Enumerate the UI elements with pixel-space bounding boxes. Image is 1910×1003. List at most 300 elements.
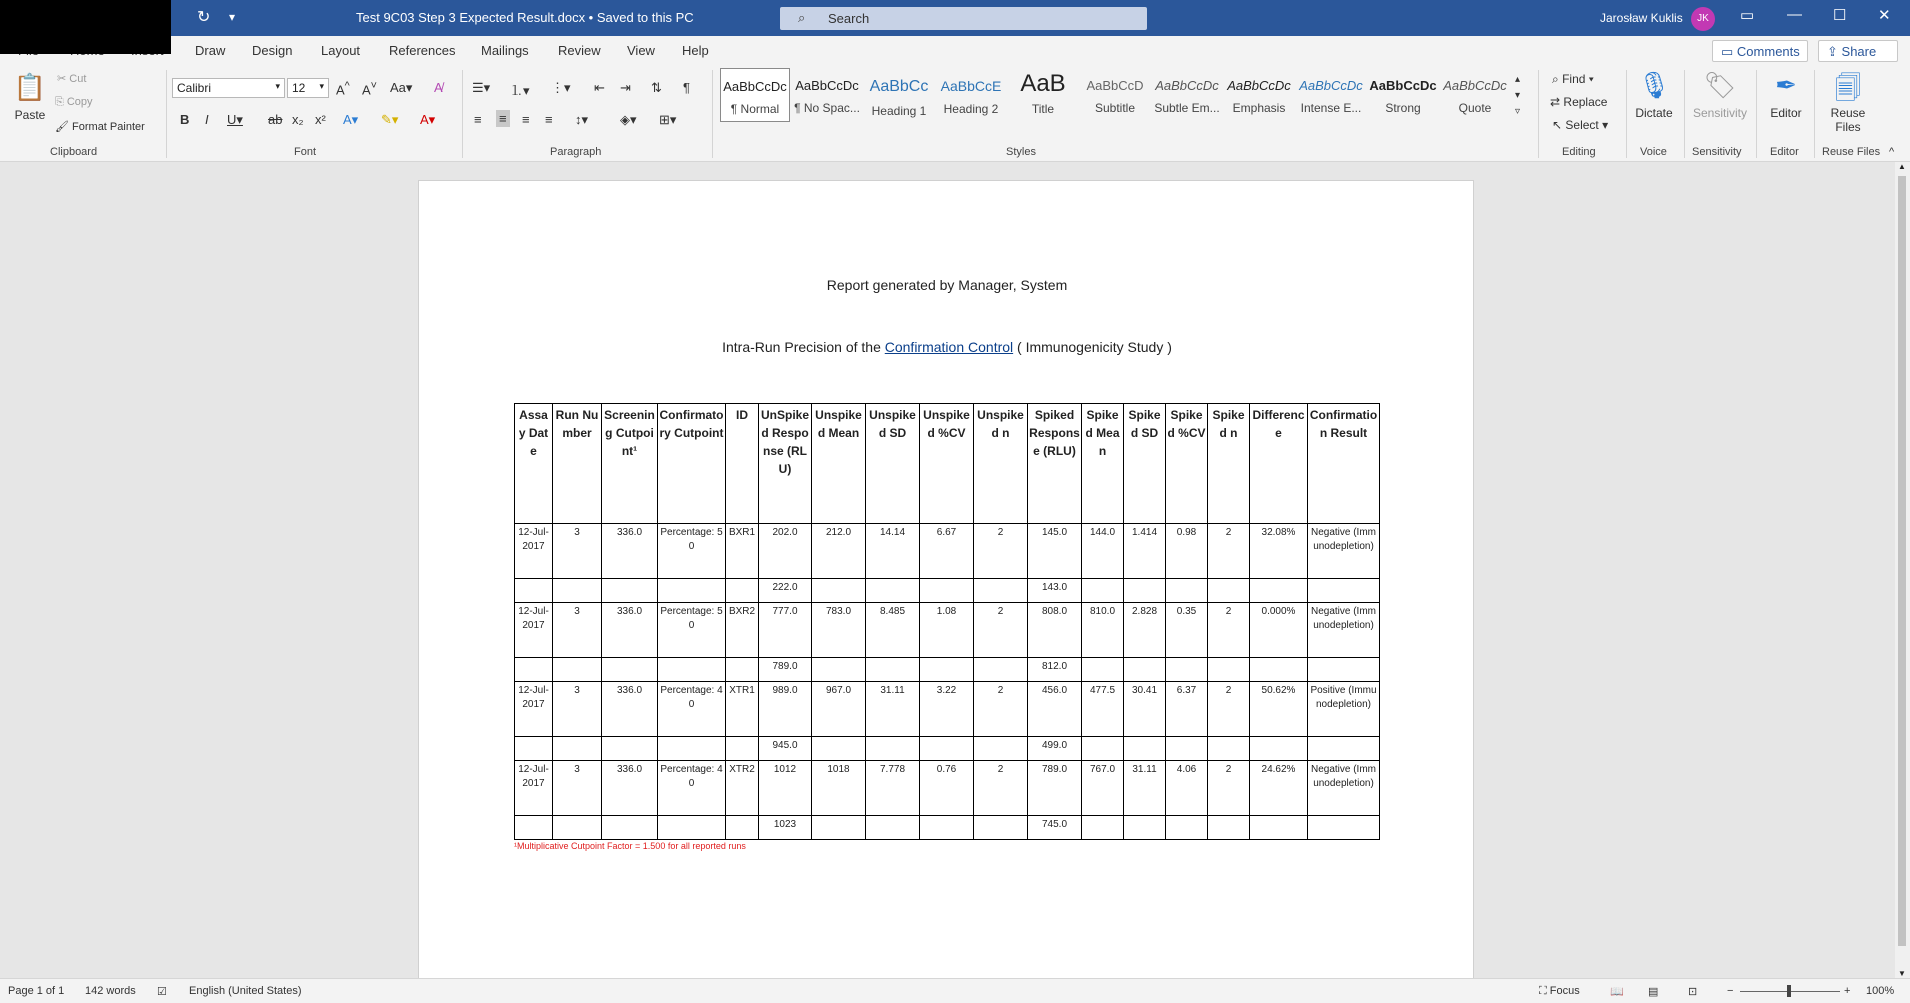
status-bar bbox=[0, 978, 1910, 1003]
style-name: Subtle Em... bbox=[1154, 101, 1220, 115]
strikethrough-icon[interactable]: ab bbox=[268, 112, 283, 127]
copy-label: Copy bbox=[66, 96, 93, 108]
column-header: Confirmation Result bbox=[1308, 404, 1380, 524]
table-cell: XTR2 bbox=[726, 761, 759, 816]
clear-formatting-icon[interactable]: A̸ bbox=[434, 80, 443, 95]
table-cell bbox=[1124, 658, 1166, 682]
table-cell: 1023 bbox=[759, 816, 812, 840]
column-header: Confirmatory Cutpoint bbox=[658, 404, 726, 524]
table-cell: 3 bbox=[553, 682, 602, 737]
share-icon: ⇪ bbox=[1827, 44, 1838, 59]
tab-view[interactable]: View bbox=[627, 43, 655, 58]
separator bbox=[462, 70, 463, 158]
replace-button[interactable] bbox=[1550, 95, 1607, 109]
table-cell: 3.22 bbox=[920, 682, 974, 737]
table-cell bbox=[726, 658, 759, 682]
paste-button[interactable] bbox=[10, 72, 50, 122]
table-cell bbox=[1308, 658, 1380, 682]
menu-bar bbox=[0, 36, 1910, 64]
separator bbox=[1756, 70, 1757, 158]
table-row bbox=[515, 816, 1380, 840]
style-name: Emphasis bbox=[1232, 101, 1286, 115]
table-cell: 456.0 bbox=[1028, 682, 1082, 737]
table-cell bbox=[515, 579, 553, 603]
report-line: Report generated by Manager, System bbox=[826, 277, 1068, 293]
style-sample: AaBbCc bbox=[869, 78, 929, 95]
find-label: Find bbox=[1562, 72, 1586, 86]
focus-icon: ⛶ bbox=[1539, 985, 1547, 997]
table-cell: 222.0 bbox=[759, 579, 812, 603]
table-cell: 12-Jul-2017 bbox=[515, 524, 553, 579]
table-cell: 8.485 bbox=[866, 603, 920, 658]
copy-button[interactable]: ⎘ Copy bbox=[55, 96, 93, 108]
table-cell bbox=[1166, 737, 1208, 761]
table-cell bbox=[812, 816, 866, 840]
table-cell bbox=[866, 579, 920, 603]
table-cell bbox=[974, 579, 1028, 603]
table-cell: 12-Jul-2017 bbox=[515, 603, 553, 658]
report-title bbox=[419, 339, 1475, 355]
table-header-row bbox=[515, 404, 1380, 524]
table-cell bbox=[866, 816, 920, 840]
align-left-icon[interactable]: ≡ bbox=[474, 112, 482, 127]
dictate-button[interactable] bbox=[1630, 70, 1678, 120]
style-name: Strong bbox=[1385, 101, 1421, 115]
table-cell: 32.08% bbox=[1250, 524, 1308, 579]
title-link[interactable]: Confirmation Control bbox=[884, 339, 1014, 355]
table-cell: 145.0 bbox=[1028, 524, 1082, 579]
format-painter-label: Format Painter bbox=[72, 121, 145, 133]
table-cell: 336.0 bbox=[602, 603, 658, 658]
ribbon bbox=[0, 64, 1910, 162]
column-header: Unspiked %CV bbox=[920, 404, 974, 524]
table-cell bbox=[1082, 579, 1124, 603]
style-emphasis[interactable] bbox=[1224, 68, 1294, 122]
bullets-icon[interactable]: ☰▾ bbox=[472, 80, 491, 95]
table-cell: 767.0 bbox=[1082, 761, 1124, 816]
table-cell: 808.0 bbox=[1028, 603, 1082, 658]
precision-table bbox=[514, 403, 1380, 840]
column-header: Spiked Response (RLU) bbox=[1028, 404, 1082, 524]
table-cell: 1.414 bbox=[1124, 524, 1166, 579]
table-row bbox=[515, 524, 1380, 579]
style-sample: AaBbCcDc bbox=[1227, 78, 1291, 93]
customize-toolbar-icon[interactable]: ▾ bbox=[229, 10, 236, 24]
bold-icon[interactable]: B bbox=[180, 112, 190, 127]
table-cell bbox=[1166, 579, 1208, 603]
table-cell: 24.62% bbox=[1250, 761, 1308, 816]
line-spacing-icon[interactable]: ↕▾ bbox=[575, 112, 589, 127]
italic-icon[interactable]: I bbox=[205, 112, 209, 127]
table-cell: 499.0 bbox=[1028, 737, 1082, 761]
table-cell bbox=[1124, 737, 1166, 761]
superscript-icon[interactable]: x² bbox=[315, 112, 326, 127]
style-title[interactable] bbox=[1008, 68, 1078, 122]
table-cell bbox=[553, 658, 602, 682]
align-right-icon[interactable]: ≡ bbox=[522, 112, 530, 127]
column-header: Unspiked Mean bbox=[812, 404, 866, 524]
table-cell bbox=[602, 816, 658, 840]
select-button[interactable]: ↖ Select ▾ bbox=[1552, 118, 1609, 132]
read-mode-icon[interactable]: 📖 bbox=[1610, 986, 1624, 998]
chevron-down-icon: ▾ bbox=[319, 81, 324, 91]
text-effects-icon[interactable]: A▾ bbox=[343, 112, 359, 127]
style-subtle-emphasis[interactable] bbox=[1152, 68, 1222, 122]
table-cell bbox=[515, 816, 553, 840]
focus-label: Focus bbox=[1549, 985, 1580, 997]
table-cell: 336.0 bbox=[602, 761, 658, 816]
footnote: ¹Multiplicative Cutpoint Factor = 1.500 for all reported runs bbox=[514, 841, 746, 851]
scroll-down-icon[interactable]: ▼ bbox=[1898, 969, 1906, 978]
page-count[interactable]: Page 1 of 1 bbox=[8, 985, 65, 997]
title-prefix: Intra-Run Precision of the bbox=[722, 339, 885, 355]
styles-scroll-icon[interactable]: ▴ ▾ ▿ bbox=[1515, 74, 1521, 117]
style-name: Heading 2 bbox=[943, 102, 999, 116]
table-cell: 336.0 bbox=[602, 524, 658, 579]
style-subtitle[interactable] bbox=[1080, 68, 1150, 122]
zoom-level[interactable]: 100% bbox=[1866, 985, 1895, 997]
sensitivity-label: Sensitivity bbox=[1692, 106, 1748, 120]
table-cell: XTR1 bbox=[726, 682, 759, 737]
title-suffix: ( Immunogenicity Study ) bbox=[1013, 339, 1172, 355]
table-cell: 789.0 bbox=[1028, 761, 1082, 816]
editor-label: Editor bbox=[1770, 106, 1802, 120]
table-cell: 2 bbox=[974, 603, 1028, 658]
table-cell: 3 bbox=[553, 524, 602, 579]
column-header: UnSpiked Response (RLU) bbox=[759, 404, 812, 524]
table-cell: Negative (Immunodepletion) bbox=[1308, 524, 1380, 579]
table-cell bbox=[812, 737, 866, 761]
table-cell: 143.0 bbox=[1028, 579, 1082, 603]
redacted-block bbox=[0, 0, 171, 54]
document-page[interactable] bbox=[418, 180, 1474, 980]
table-cell: 14.14 bbox=[866, 524, 920, 579]
table-cell: 789.0 bbox=[759, 658, 812, 682]
table-cell: Percentage: 40 bbox=[658, 761, 726, 816]
style-no-spacing[interactable] bbox=[792, 68, 862, 122]
clipboard-group-label: Clipboard bbox=[50, 146, 98, 158]
table-row bbox=[515, 737, 1380, 761]
document-title[interactable]: Test 9C03 Step 3 Expected Result.docx • Saved to this PC bbox=[356, 10, 694, 25]
style-strong[interactable] bbox=[1368, 68, 1438, 122]
zoom-slider-thumb[interactable] bbox=[1787, 985, 1791, 997]
style-heading-1[interactable] bbox=[864, 68, 934, 122]
style-quote[interactable] bbox=[1440, 68, 1510, 122]
document-area bbox=[0, 162, 1895, 978]
table-cell: 0.35 bbox=[1166, 603, 1208, 658]
borders-icon[interactable]: ⊞▾ bbox=[659, 112, 677, 127]
tab-draw[interactable]: Draw bbox=[195, 43, 226, 58]
table-cell bbox=[1124, 579, 1166, 603]
share-button[interactable] bbox=[1818, 40, 1898, 62]
table-cell bbox=[1250, 737, 1308, 761]
subscript-icon[interactable]: x₂ bbox=[292, 112, 304, 127]
table-cell: 810.0 bbox=[1082, 603, 1124, 658]
highlight-icon[interactable]: ✎▾ bbox=[381, 112, 399, 127]
table-cell: 50.62% bbox=[1250, 682, 1308, 737]
scroll-up-icon[interactable]: ▲ bbox=[1898, 162, 1906, 171]
search-icon: ⌕ bbox=[1552, 72, 1559, 86]
table-cell bbox=[974, 737, 1028, 761]
decrease-indent-icon[interactable]: ⇤ bbox=[594, 80, 605, 95]
table-cell bbox=[920, 816, 974, 840]
table-cell: 202.0 bbox=[759, 524, 812, 579]
title-bar bbox=[0, 0, 1910, 36]
table-cell bbox=[1124, 816, 1166, 840]
style-heading-2[interactable] bbox=[936, 68, 1006, 122]
redo-icon[interactable]: ↻ bbox=[197, 9, 211, 26]
table-cell bbox=[866, 737, 920, 761]
table-row bbox=[515, 658, 1380, 682]
table-cell: 2 bbox=[1208, 603, 1250, 658]
table-cell bbox=[1308, 737, 1380, 761]
cut-label: Cut bbox=[69, 73, 87, 85]
style-sample: AaBbCcDc bbox=[1369, 78, 1437, 93]
separator bbox=[1538, 70, 1539, 158]
table-cell: 212.0 bbox=[812, 524, 866, 579]
grow-font-icon[interactable]: A^ bbox=[336, 80, 350, 98]
table-row bbox=[515, 603, 1380, 658]
change-case-icon[interactable]: Aa▾ bbox=[390, 80, 413, 95]
table-cell: 945.0 bbox=[759, 737, 812, 761]
collapse-ribbon-icon[interactable]: ^ bbox=[1889, 146, 1895, 158]
sensitivity-group-label: Sensitivity bbox=[1692, 146, 1742, 158]
close-icon[interactable]: ✕ bbox=[1878, 7, 1891, 24]
table-cell bbox=[602, 737, 658, 761]
table-cell bbox=[1250, 579, 1308, 603]
table-cell bbox=[920, 658, 974, 682]
style-name: Intense E... bbox=[1300, 101, 1362, 115]
style-sample: AaBbCcDc bbox=[723, 79, 787, 94]
table-cell bbox=[1166, 816, 1208, 840]
table-cell bbox=[515, 658, 553, 682]
vertical-scrollbar[interactable] bbox=[1895, 162, 1910, 978]
table-cell bbox=[1250, 816, 1308, 840]
voice-group-label: Voice bbox=[1640, 146, 1667, 158]
table-cell: 783.0 bbox=[812, 603, 866, 658]
column-header: Spiked %CV bbox=[1166, 404, 1208, 524]
show-marks-icon[interactable]: ¶ bbox=[683, 80, 690, 95]
microphone-icon: 🎙 bbox=[1637, 70, 1671, 100]
search-icon: ⌕ bbox=[798, 10, 806, 25]
style-sample: AaBbCcE bbox=[940, 78, 1002, 94]
user-name[interactable]: Jarosław Kuklis bbox=[1600, 11, 1683, 25]
editing-group-label: Editing bbox=[1562, 146, 1596, 158]
table-cell bbox=[726, 737, 759, 761]
scroll-thumb[interactable] bbox=[1898, 176, 1906, 946]
table-cell: 2 bbox=[974, 682, 1028, 737]
cut-button[interactable]: ✂ Cut bbox=[57, 73, 87, 85]
dictate-label: Dictate bbox=[1635, 106, 1673, 120]
column-header: Spiked Mean bbox=[1082, 404, 1124, 524]
table-cell: 1.08 bbox=[920, 603, 974, 658]
avatar[interactable]: JK bbox=[1691, 7, 1715, 31]
underline-icon[interactable]: U▾ bbox=[227, 112, 243, 127]
table-cell: 2 bbox=[974, 524, 1028, 579]
table-cell bbox=[1208, 737, 1250, 761]
table-cell: 7.778 bbox=[866, 761, 920, 816]
editor-group-label: Editor bbox=[1770, 146, 1799, 158]
proofing-icon[interactable]: ☑ bbox=[157, 986, 167, 998]
table-cell: 2 bbox=[1208, 761, 1250, 816]
table-cell: Positive (Immunodepletion) bbox=[1308, 682, 1380, 737]
search-placeholder: Search bbox=[828, 11, 870, 26]
table-cell: 1018 bbox=[812, 761, 866, 816]
cursor-icon: ↖ bbox=[1552, 118, 1563, 132]
table-cell bbox=[866, 658, 920, 682]
column-header: Run Number bbox=[553, 404, 602, 524]
style-name: Subtitle bbox=[1094, 101, 1136, 115]
reuse-files-label: Reuse Files bbox=[1830, 106, 1866, 134]
table-cell: BXR2 bbox=[726, 603, 759, 658]
table-cell: 777.0 bbox=[759, 603, 812, 658]
reuse-files-button[interactable] bbox=[1820, 70, 1876, 134]
separator bbox=[1814, 70, 1815, 158]
style-sample: AaBbCcDc bbox=[1299, 78, 1363, 93]
table-cell: 3 bbox=[553, 761, 602, 816]
table-cell: 0.000% bbox=[1250, 603, 1308, 658]
tab-layout[interactable]: Layout bbox=[321, 43, 361, 58]
paste-label: Paste bbox=[14, 108, 46, 122]
table-cell: 2 bbox=[974, 761, 1028, 816]
column-header: ID bbox=[726, 404, 759, 524]
justify-icon[interactable]: ≡ bbox=[545, 112, 553, 127]
style-sample: AaBbCcDc bbox=[1155, 78, 1219, 93]
format-painter-button[interactable]: 🖌 Format Painter bbox=[55, 121, 145, 133]
table-cell: 477.5 bbox=[1082, 682, 1124, 737]
multilevel-list-icon[interactable]: ⋮▾ bbox=[551, 80, 571, 95]
table-cell bbox=[553, 579, 602, 603]
table-cell: 4.06 bbox=[1166, 761, 1208, 816]
shrink-font-icon[interactable]: A˅ bbox=[362, 80, 377, 98]
table-cell bbox=[1308, 816, 1380, 840]
style-name: Quote bbox=[1458, 101, 1492, 115]
table-cell bbox=[1166, 658, 1208, 682]
table-cell bbox=[1082, 816, 1124, 840]
style-intense-emphasis[interactable] bbox=[1296, 68, 1366, 122]
table-cell: Percentage: 50 bbox=[658, 603, 726, 658]
table-cell bbox=[974, 658, 1028, 682]
column-header: Spiked SD bbox=[1124, 404, 1166, 524]
table-cell: 30.41 bbox=[1124, 682, 1166, 737]
table-cell: 2 bbox=[1208, 524, 1250, 579]
table-cell bbox=[1208, 579, 1250, 603]
table-cell: Negative (Immunodepletion) bbox=[1308, 603, 1380, 658]
column-header: Screening Cutpoint¹ bbox=[602, 404, 658, 524]
table-cell: 12-Jul-2017 bbox=[515, 761, 553, 816]
share-label: Share bbox=[1841, 44, 1877, 59]
table-cell bbox=[1308, 579, 1380, 603]
tab-design[interactable]: Design bbox=[252, 43, 293, 58]
table-cell bbox=[974, 816, 1028, 840]
table-cell bbox=[812, 658, 866, 682]
zoom-out-icon[interactable]: − bbox=[1727, 985, 1734, 997]
editor-button[interactable] bbox=[1762, 70, 1810, 120]
separator bbox=[712, 70, 713, 158]
maximize-icon[interactable]: ☐ bbox=[1833, 7, 1847, 24]
word-count[interactable]: 142 words bbox=[85, 985, 136, 997]
zoom-in-icon[interactable]: + bbox=[1844, 985, 1851, 997]
table-cell bbox=[658, 658, 726, 682]
minimize-icon[interactable]: — bbox=[1787, 6, 1802, 23]
language[interactable]: English (United States) bbox=[189, 985, 302, 997]
table-cell bbox=[1250, 658, 1308, 682]
table-cell: 31.11 bbox=[866, 682, 920, 737]
comments-button[interactable] bbox=[1712, 40, 1808, 62]
chevron-down-icon: ▾ bbox=[275, 81, 280, 91]
table-cell: 967.0 bbox=[812, 682, 866, 737]
table-cell: 0.98 bbox=[1166, 524, 1208, 579]
font-size-select[interactable] bbox=[287, 78, 329, 98]
replace-label: Replace bbox=[1563, 95, 1608, 109]
reuse-files-icon: 🗐 bbox=[1835, 73, 1861, 103]
tab-review[interactable]: Review bbox=[558, 43, 601, 58]
print-layout-icon[interactable]: ▤ bbox=[1648, 986, 1659, 998]
table-cell bbox=[602, 579, 658, 603]
numbering-icon[interactable]: ⒈▾ bbox=[510, 83, 530, 98]
shading-icon[interactable]: ◈▾ bbox=[620, 112, 637, 127]
table-cell: 6.37 bbox=[1166, 682, 1208, 737]
style-normal[interactable] bbox=[720, 68, 790, 122]
styles-group-label: Styles bbox=[1006, 146, 1036, 158]
paragraph-group-label: Paragraph bbox=[550, 146, 602, 158]
focus-button[interactable] bbox=[1539, 985, 1580, 998]
font-color-icon[interactable]: A▾ bbox=[420, 112, 436, 127]
tab-mailings[interactable]: Mailings bbox=[481, 43, 529, 58]
align-center-icon[interactable]: ≡ bbox=[496, 110, 510, 127]
sensitivity-button[interactable] bbox=[1690, 70, 1750, 120]
table-cell bbox=[515, 737, 553, 761]
table-cell: Percentage: 40 bbox=[658, 682, 726, 737]
column-header: Difference bbox=[1250, 404, 1308, 524]
table-cell: Negative (Immunodepletion) bbox=[1308, 761, 1380, 816]
find-button[interactable]: ⌕ Find ▾ bbox=[1552, 72, 1594, 86]
style-sample: AaB bbox=[1020, 70, 1066, 97]
ribbon-display-icon[interactable]: ▭ bbox=[1740, 7, 1755, 24]
sort-icon[interactable]: ⇅ bbox=[651, 80, 662, 95]
font-name-select[interactable] bbox=[172, 78, 285, 98]
select-label: Select bbox=[1565, 118, 1599, 132]
column-header: Spiked n bbox=[1208, 404, 1250, 524]
web-layout-icon[interactable]: ⊡ bbox=[1688, 986, 1698, 998]
style-name: ¶ Normal bbox=[730, 102, 780, 116]
separator bbox=[1684, 70, 1685, 158]
table-cell: 745.0 bbox=[1028, 816, 1082, 840]
style-sample: AaBbCcDc bbox=[795, 78, 859, 93]
table-cell bbox=[920, 737, 974, 761]
table-cell bbox=[1208, 658, 1250, 682]
table-row bbox=[515, 579, 1380, 603]
table-cell: 2.828 bbox=[1124, 603, 1166, 658]
tab-help[interactable]: Help bbox=[682, 43, 709, 58]
table-cell bbox=[658, 579, 726, 603]
tab-references[interactable]: References bbox=[389, 43, 456, 58]
table-cell: 336.0 bbox=[602, 682, 658, 737]
style-name: Heading 1 bbox=[871, 104, 927, 118]
increase-indent-icon[interactable]: ⇥ bbox=[620, 80, 631, 95]
search-box[interactable] bbox=[780, 7, 1147, 30]
column-header: Unspiked n bbox=[974, 404, 1028, 524]
replace-icon: ⇄ bbox=[1550, 95, 1561, 109]
clipboard-icon: 📋 bbox=[13, 72, 47, 102]
table-cell bbox=[602, 658, 658, 682]
style-sample: AaBbCcD bbox=[1086, 78, 1144, 93]
style-sample: AaBbCcDc bbox=[1443, 78, 1507, 93]
table-cell bbox=[553, 816, 602, 840]
table-cell bbox=[920, 579, 974, 603]
sensitivity-icon: 🏷 bbox=[1703, 70, 1737, 100]
table-cell bbox=[1208, 816, 1250, 840]
